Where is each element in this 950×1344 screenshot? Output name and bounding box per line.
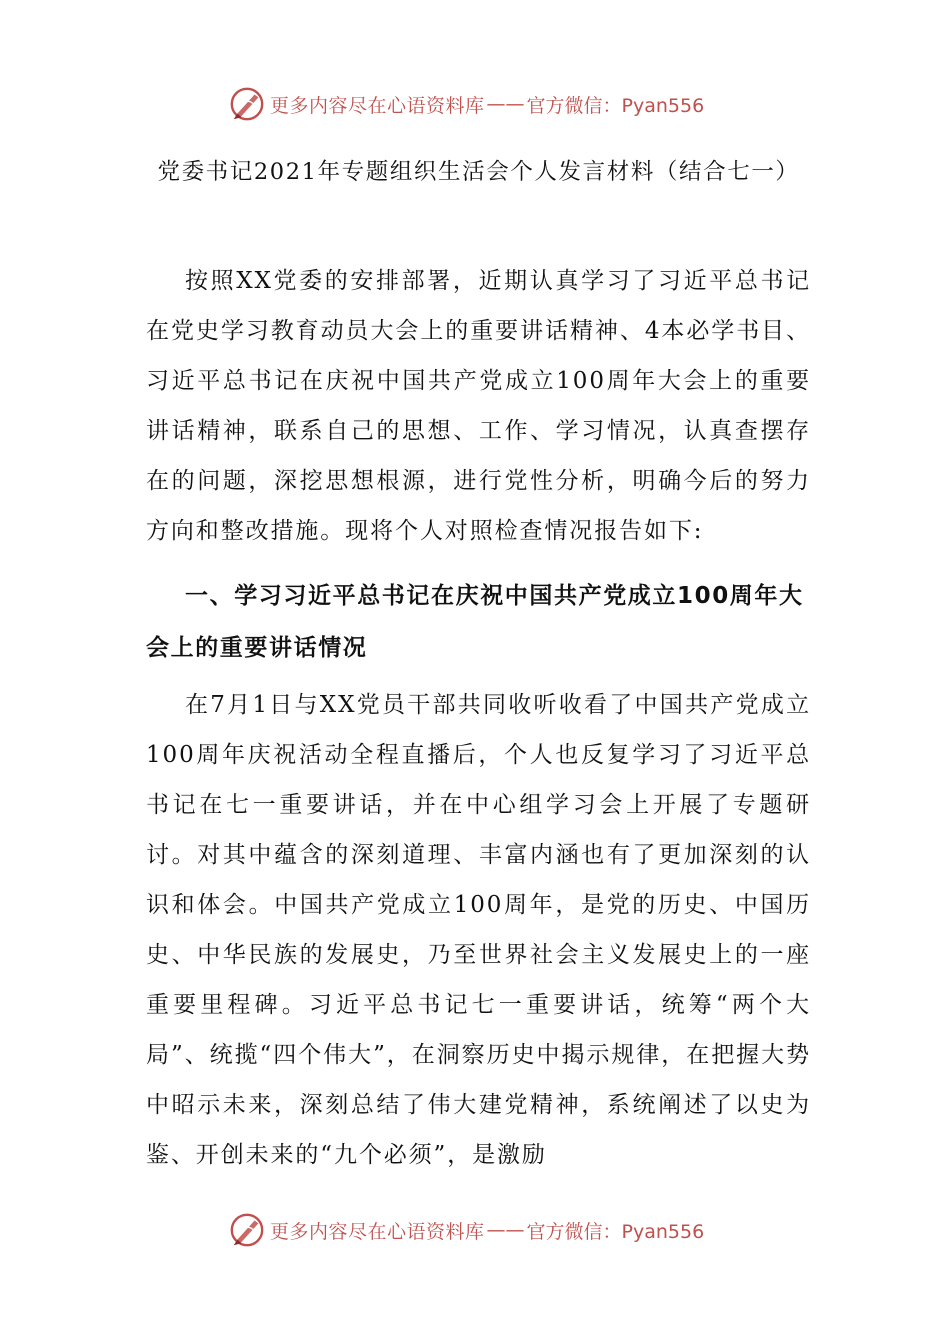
watermark-wechat: 官方微信：Pyan556 [526,94,705,117]
pen-logo-icon [228,1211,266,1249]
watermark-wechat: 官方微信：Pyan556 [526,1220,705,1243]
watermark-dash: —— [486,93,525,115]
section-1-paragraph: 在7月1日与XX党员干部共同收听收看了中国共产党成立100周年庆祝活动全程直播后，个人也反复学习了习近平总书记在七一重要讲话，并在中心组学习会上开展了专题研讨。对其中蕴含的深刻道理、丰富内涵也有了更加深刻的认识和体会。中国共产党成立100周年，是党的历史、中国历史、中华民族的发展史，乃至世界社会主义发展史上的一座重要里程碑。习近平总书记七一重要讲话，统筹“两个大局”、统揽“四个伟大”，在洞察历史中揭示规律，在把握大势中昭示未来，深刻总结了伟大建党精神，系统阐述了以史为鉴、开创未来的“九个必须”，是激励 [146,692,811,1168]
watermark-text: 更多内容尽在心语资料库 [270,94,485,117]
pen-logo-icon [228,85,266,123]
watermark-dash: —— [486,1219,525,1241]
intro-paragraph: 按照XX党委的安排部署，近期认真学习了习近平总书记在党史学习教育动员大会上的重要讲话精神、4本必学书目、习近平总书记在庆祝中国共产党成立100周年大会上的重要讲话精神，联系自己的思想、工作、学习情况，认真查摆存在的问题，深挖思想根源，进行党性分析，明确今后的努力方向和整改措施。现将个人对照检查情况报告如下: [146,268,811,544]
section-heading-1: 一、学习习近平总书记在庆祝中国共产党成立100周年大会上的重要讲话情况 [146,583,804,661]
document-title: 党委书记2021年专题组织生活会个人发言材料（结合七一） [157,159,800,185]
header-watermark-banner [228,82,748,126]
watermark-text: 更多内容尽在心语资料库 [270,1220,485,1243]
footer-watermark-banner [228,1208,748,1252]
